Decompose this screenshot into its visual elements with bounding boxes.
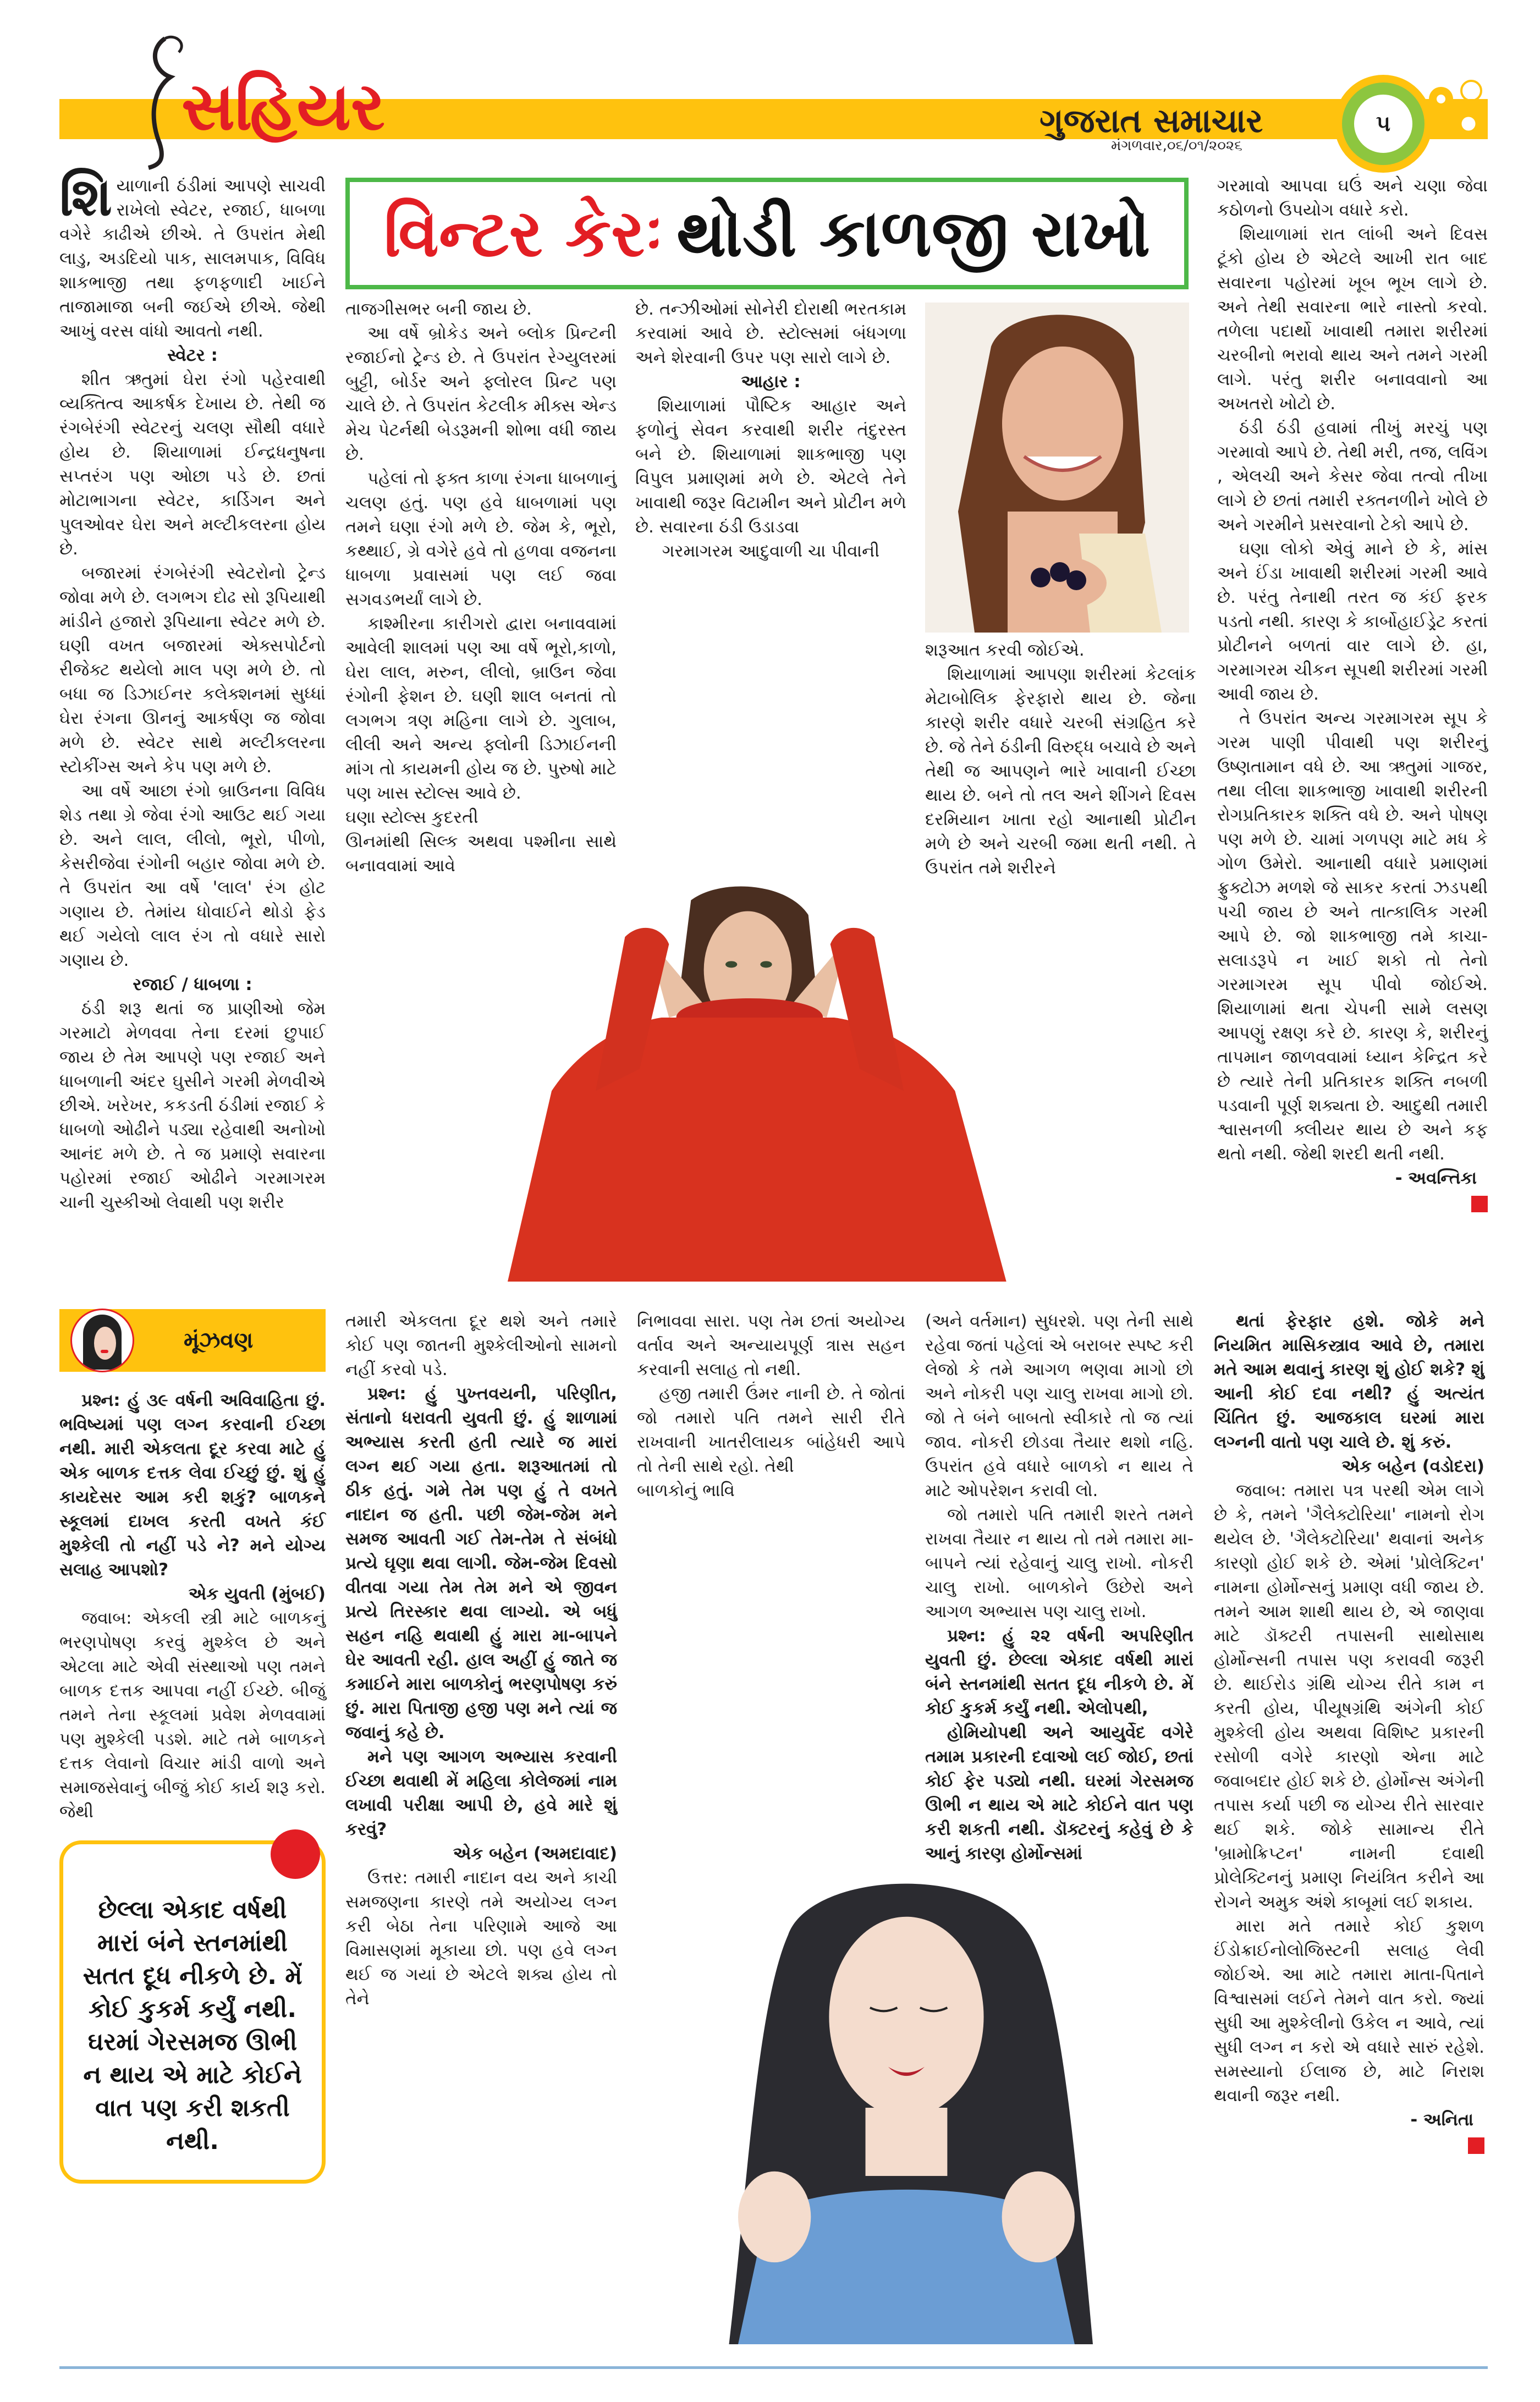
photo-woman-red-sweater — [345, 886, 1187, 1282]
advice-column-1 — [59, 1388, 326, 1824]
paragraph: પ્રશ્ન: હું પુખ્તવયની, પરિણીત, સંતાનો ધરાવતી યુવતી છું. હું શાળામાં અભ્યાસ કરતી હતી ત્યારે જ મારાં લગ્ન થઈ ગયા હતા. શરૂઆતમાં તો ઠીક હતું. ગમે તેમ પણ હું તે વખતે નાદાન જ હતી. પછી જેમ-જેમ મને સમજ આવતી ગઈ તેમ-તેમ તે સંબંધો પ્રત્યે ઘૃણા થવા લાગી. જેમ-જેમ દિવસો વીતવા ગયા તેમ તેમ મને એ જીવન પ્રત્યે તિરસ્કાર થવા લાગ્યો. એ બધું સહન નહિ થવાથી હું મારા મા-બાપને ઘેર આવતી રહી. હાલ અહીં હું જાતે જ કમાઈને મારા બાળકોનું ભરણપોષણ કરું છું. મારા પિતાજી હજી પણ મને ત્યાં જ જવાનું કહે છે. — [345, 1384, 617, 1743]
paragraph: જવાબ: એકલી સ્ત્રી માટે બાળકનું ભરણપોષણ કરવું મુશ્કેલ છે અને એટલા માટે એવી સંસ્થાઓ પણ તમને બાળક દત્તક આપવા નહીં ઈચ્છે. બીજું તમને તેના સ્કૂલમાં પ્રવેશ મેળવવામાં પણ મુશ્કેલી પડશે. માટે તમે બાળકને દત્તક લેવાનો વિચાર માંડી વાળો અને સમાજસેવાનું બીજું કોઈ કાર્ય શરૂ કરો. જેથી — [59, 1608, 326, 1822]
paragraph: હજી તમારી ઉંમર નાની છે. તે જોતાં જો તમારો પતિ તમને સારી રીતે રાખવાની ખાતરીલાયક બાંહેધરી આપે તો તેની સાથે રહો. તેથી — [637, 1384, 905, 1476]
advice-end-marker — [1468, 2137, 1484, 2154]
article-column-5 — [1217, 174, 1488, 1212]
advice-column-5 — [1214, 1309, 1484, 2154]
paragraph-list — [345, 297, 617, 805]
article-column-4 — [925, 297, 1196, 880]
illustration-woman-eyes-closed — [637, 1871, 1194, 2344]
advice-section — [59, 1309, 1488, 2350]
pull-quote-wrap — [59, 1840, 326, 2184]
paragraph: તે ઉપરાંત અન્ય ગરમાગરમ સૂપ કે ગરમ પાણી પીવાથી પણ શરીરનું ઉષ્ણતામાન વધે છે. આ ઋતુમાં ગાજર, તથા લીલા શાકભાજી ખાવાથી શરીરની રોગપ્રતિકારક શક્તિ વધે છે. અને પોષણ પણ મળે છે. ચામાં ગળપણ માટે મધ કે ગોળ ઉમેરો. આનાથી વધારે પ્રમાણમાં ફ્રુક્ટોઝ મળશે જે સાકર કરતાં ઝડપથી પચી જાય છે અને તાત્કાલિક ગરમી આપે છે. જો શાકભાજી તમે કાચા-સલાડરૂપે ન ખાઈ શકો તો તેનો ગરમાગરમ સૂપ પીવો જોઈએ. શિયાળામાં થતા ચેપની સામે લસણ આપણું રક્ષણ કરે છે. કારણ કે, શરીરનું તાપમાન જાળવવામાં ધ્યાન કેન્દ્રિત કરે છે ત્યારે તેની પ્રતિકારક શક્તિ નબળી પડવાની પૂર્ણ શક્યતા છે. આદુથી તમારી શ્વાસનળી ક્લીયર થાય છે અને કફ થતો નથી. જેથી શરદી થતી નથી. — [1217, 708, 1488, 1164]
paragraph: આ વર્ષે આછા રંગો બ્રાઉનના વિવિધ શેડ તથા ગ્રે જેવા રંગો આઉટ થઈ ગયા છે. અને લાલ, લીલો, ભૂરો, પીળો, કેસરીજેવા રંગોની બહાર જોવા મળે છે. તે ઉપરાંત આ વર્ષે 'લાલ' રંગ હોટ ગણાય છે. તેમાંય ધોવાઈને થોડો ફેડ થઈ ગયેલો લાલ રંગ તો વધારે સારો ગણાય છે. — [59, 781, 326, 970]
byline: - અનિતા — [1410, 2110, 1473, 2130]
paragraph-list — [637, 1309, 905, 1478]
byline: - અવન્તિકા — [1395, 1168, 1477, 1188]
subheading: સ્વેટર : — [167, 345, 218, 365]
pull-quote: છેલ્લા એકાદ વર્ષથી મારાં બંને સ્તનમાંથી સતત દૂધ નીકળે છે. મેં કોઈ કુકર્મ કર્યું નથી. ઘરમાં ગેરસમજ ઊભી ન થાય એ માટે કોઈને વાત પણ કરી શકતી નથી. — [59, 1840, 326, 2184]
advice-section-label: મૂંઝવણ — [184, 1328, 254, 1353]
masthead: ગુજરાત સમાચાર — [1040, 102, 1263, 140]
paragraph-list — [1217, 174, 1488, 1190]
paragraph-list — [635, 297, 906, 539]
paragraph: મને પણ આગળ અભ્યાસ કરવાની ઈચ્છા થવાથી મેં મહિલા કોલેજમાં નામ લખાવી પરીક્ષા આપી છે, હવે મારે શું કરવું? — [345, 1747, 617, 1839]
letter-signoff: એક યુવતી (મુંબઈ) — [188, 1584, 326, 1604]
page-bottom-rule — [59, 2366, 1488, 2369]
drop-cap: શિ — [59, 166, 112, 228]
article-column-3 — [635, 297, 906, 563]
paragraph: પ્રશ્ન: હું ૨૨ વર્ષની અપરિણીત યુવતી છું. છેલ્લા એકાદ વર્ષથી મારાં બંને સ્તનમાંથી સતત દૂધ નીકળે છે. મેં કોઈ કુકર્મ કર્યું નથી. એલોપથી, — [925, 1626, 1194, 1718]
paragraph-list — [345, 829, 617, 878]
paragraph-list — [925, 1309, 1194, 1721]
paragraph-list — [637, 1478, 905, 1503]
paragraph: ગરમાવો આપવા ઘઉં અને ચણા જેવા કઠોળનો ઉપયોગ વધારે કરો. — [1217, 176, 1488, 220]
paragraph-list — [635, 539, 906, 563]
advice-column-2 — [345, 1309, 617, 2011]
title-main: થોડી કાળજી રાખો — [676, 195, 1151, 271]
paragraph: ઊનમાંથી સિલ્ક અથવા પશ્મીના સાથે બનાવવામાં આવે — [345, 832, 617, 876]
section-logo: સહિયર — [182, 69, 385, 145]
paragraph: પ્રશ્ન: હું ૩૯ વર્ષની અવિવાહિતા છું. ભવિષ્યમાં પણ લગ્ન કરવાની ઈચ્છા નથી. મારી એકલતા દૂર કરવા માટે હું એક બાળક દત્તક લેવા ઈચ્છું છું. શું હું કાયદેસર આમ કરી શકું? બાળકને સ્કૂલમાં દાખલ કરતી વખતે કંઈ મુશ્કેલી તો નહીં પડે ને? મને યોગ્ય સલાહ આપશો? — [59, 1390, 326, 1580]
paragraph-list — [345, 1309, 617, 1842]
paragraph-list — [345, 805, 617, 829]
paragraph: જો તમારો પતિ તમારી શરતે તમને રાખવા તૈયાર ન થાય તો તમે તમારા મા-બાપને ત્યાં રહેવાનું ચાલુ રાખો. નોકરી ચાલુ રાખો. બાળકોને ઉછેરો અને આગળ અભ્યાસ પણ ચાલુ રાખો. — [925, 1505, 1194, 1622]
paragraph: શિયાળામાં આપણા શરીરમાં કેટલાંક મેટાબોલિક ફેરફારો થાય છે. જેના કારણે શરીર વધારે ચરબી સંગ્રહિત કરે છે. જે તેને ઠંડીની વિરુદ્ધ બચાવે છે અને તેથી જ આપણને ભારે ખાવાની ઈચ્છા થાય છે. બને તો તલ અને શીંગને દિવસ દરમિયાન ખાતા રહો આનાથી પ્રોટીન મળે છે અને ચરબી જમા થતી નથી. તે ઉપરાંત તમે શરીરને — [925, 664, 1196, 878]
paragraph-list — [345, 1842, 617, 2011]
article-title — [345, 178, 1189, 289]
paragraph: હોમિયોપથી અને આયુર્વેદ વગેરે તમામ પ્રકારની દવાઓ લઈ જોઈ, છતાં કોઈ ફેર પડ્યો નથી. ઘરમાં ગેરસમજ ઊભી ન થાય એ માટે કોઈને વાત પણ કરી શકતી નથી. ડૉક્ટરનું કહેવું છે કે આનું કારણ હોર્મોન્સમાં — [925, 1723, 1194, 1864]
paragraph: પહેલાં તો ફક્ત કાળા રંગના ધાબળાનું ચલણ હતું. પણ હવે ધાબળામાં પણ તમને ઘણા રંગો મળે છે. જેમ કે, ભૂરો, કથ્થાઈ, ગ્રે વગેરે હવે તો હળવા વજનના ધાબળા પ્રવાસમાં પણ લઈ જવા સગવડભર્યાં લાગે છે. — [345, 469, 617, 609]
advice-column-3 — [637, 1309, 905, 1503]
paragraph: નિભાવવા સારા. પણ તેમ છતાં અયોગ્ય વર્તાવ અને અન્યાયપૂર્ણ ત્રાસ સહન કરવાની સલાહ તો નથી. — [637, 1311, 905, 1379]
paragraph: ગરમાગરમ આદુવાળી ચા પીવાની — [662, 541, 880, 561]
article-middle-columns — [345, 297, 1197, 880]
paragraph: (અને વર્તમાન) સુધરશે. પણ તેની સાથે રહેવા જતાં પહેલાં એ બરાબર સ્પષ્ટ કરી લેજો કે તમે આગળ ભણવા માગો છો અને નોકરી પણ ચાલુ રાખવા માગો છો. જો તે બંને બાબતો સ્વીકારે તો જ ત્યાં જાવ. નોકરી છોડવા તૈયાર થશો નહિ. ઉપરાંત હવે વધારે બાળકો ન થાય તે માટે ઓપરેશન કરાવી લો. — [925, 1311, 1194, 1500]
paragraph: શિયાળામાં પૌષ્ટિક આહાર અને ફળોનું સેવન કરવાથી શરીર તંદુરસ્ત બને છે. શિયાળામાં શાકભાજી પણ વિપુલ પ્રમાણમાં મળે છે. એટલે તેને ખાવાથી જરૂર વિટામીન અને પ્રોટીન મળે છે. સવારના ઠંડી ઉડાડવા — [635, 396, 906, 537]
paragraph-list — [925, 638, 1196, 662]
paragraph: શરૂઆત કરવી જોઈએ. — [925, 640, 1085, 660]
paragraph: ઘણા સ્ટોલ્સ કુદરતી — [345, 807, 479, 827]
photo-woman-eating-berries — [925, 303, 1189, 633]
advice-column-1-wrap — [59, 1309, 326, 2184]
paragraph: આ વર્ષે બ્રોકેડ અને બ્લોક પ્રિન્ટની રજાઈનો ટ્રેન્ડ છે. તે ઉપરાંત રેગ્યુલરમાં બુટ્ટી, બોર્ડર અને ફ્લોરલ પ્રિન્ટ પણ ચાલે છે. તે ઉપરાંત કેટલીક મીક્સ એન્ડ મેચ પેટર્નથી બેડરૂમની શોભા વધી જાય છે. — [345, 323, 617, 464]
paragraph: તમારી એકલતા દૂર થશે અને તમારે કોઈ પણ જાતની મુશ્કેલીઓનો સામનો નહીં કરવો પડે. — [345, 1311, 617, 1379]
subheading: આહાર : — [741, 372, 801, 392]
paragraph: ઠંડી ઠંડી હવામાં તીખું મરચું પણ ગરમાવો આપે છે. તેથી મરી, તજ, લવિંગ , એલચી અને કેસર જેવા તત્વો તીખા લાગે છે છતાં તમારી રક્તનળીને ખોલે છે અને ગરમીને પ્રસરવાનો ટેકો આપે છે. — [1217, 418, 1488, 535]
letter-signoff: એક બહેન (અમદાવાદ) — [453, 1844, 617, 1864]
article-column-1 — [59, 166, 326, 1214]
advice-columns-3-4 — [637, 1309, 1194, 2350]
paragraph-list — [925, 1721, 1194, 1866]
title-highlight: વિન્ટર કેરઃ — [383, 195, 663, 271]
article-column-2 — [345, 297, 617, 878]
advice-section-header — [59, 1309, 326, 1372]
paragraph: ઉત્તર: તમારી નાદાન વય અને કાચી સમજણના કારણે તમે અયોગ્ય લગ્ન કરી બેઠા તેના પરિણામે આજે આ વિમાસણમાં મૂકાયા છો. પણ હવે લગ્ન થઈ જ ગયાં છે એટલે શક્ય હોય તો તેને — [345, 1868, 617, 2009]
paragraph: બાળકોનું ભાવિ — [637, 1481, 735, 1500]
issue-date: મંગળવાર,૦૬/૦૧/૨૦૨૬ — [1111, 138, 1242, 154]
page-number: ૫ — [1342, 83, 1425, 165]
paragraph: યાળાની ઠંડીમાં આપણે સાચવી રાખેલો સ્વેટર, રજાઈ, ધાબળા વગેરે કાઢીએ છીએ. તે ઉપરાંત મેથી લાડુ, અડદિયો પાક, સાલમપાક, વિવિધ શાકભાજી તથા ફળફળાદી ખાઈને તાજામાજા બની જઈએ છીએ. જેથી આખું વરસ વાંધો આવતો નથી. — [59, 176, 326, 341]
paragraph: કાશ્મીરના કારીગરો દ્વારા બનાવવામાં આવેલી શાલમાં પણ આ વર્ષે ભૂરો,કાળો, ઘેરા લાલ, મરુન, લીલો, બ્રાઉન જેવા રંગોની ફેશન છે. ઘણી શાલ બનતાં તો લગભગ ત્રણ મહિના લાગે છે. ગુલાબ, લીલી અને અન્ય ફ્લોની ડિઝાઈનની માંગ તો કાયમની હોય જ છે. પુરુષો માટે પણ ખાસ સ્ટોલ્સ આવે છે. — [345, 614, 617, 803]
letter-signoff: એક બહેન (વડોદરા) — [1341, 1456, 1484, 1476]
paragraph: ઘણા લોકો એવું માને છે કે, માંસ અને ઈંડા ખાવાથી શરીરમાં ગરમી આવે છે. પરંતુ તેનાથી તરત જ કંઈ ફરક પડતો નથી. કારણ કે કાર્બોહાઈડ્રેટ કરતાં પ્રોટીનને બળતાં વાર લાગે છે. હા, ગરમાગરમ ચીકન સૂપથી શરીરમાં ગરમી આવી જાય છે. — [1217, 539, 1488, 704]
paragraph: શિયાળામાં રાત લાંબી અને દિવસ ટૂંકો હોય છે એટલે આખી રાત બાદ સવારના પહોરમાં ખૂબ ભૂખ લાગે છે. અને તેથી સવારના ભારે નાસ્તો કરવો. તળેલા પદાર્થો ખાવાથી તમારા શરીરમાં ચરબીનો ભરાવો થાય અને તમને ગરમી લાગે. પરંતુ શરીર બનાવવાનો આ અખતરો ખોટો છે. — [1217, 224, 1488, 414]
page-header — [0, 0, 1540, 174]
flower-decoration-icon — [1425, 77, 1491, 138]
woman-face-icon — [70, 1309, 134, 1372]
paragraph: બજારમાં રંગબેરંગી સ્વેટરોનો ટ્રેન્ડ જોવા મળે છે. લગભગ દોઢ સો રૂપિયાથી માંડીને હજારો રૂપિયાના સ્વેટર મળે છે. ઘણી વખત બજારમાં એક્સપોર્ટનો રીજેક્ટ થયેલો માલ પણ મળે છે. તો બધા જ ડિઝાઈનર કલેક્શનમાં સુધ્ધાં ઘેરા રંગના ઊનનું આકર્ષણ જ જોવા મળે છે. સ્વેટર સાથે મલ્ટીકલરના સ્ટોકીંગ્સ અને કેપ પણ મળે છે. — [59, 563, 326, 777]
advice-column-4 — [925, 1309, 1194, 1866]
paragraph-list — [59, 166, 326, 1214]
paragraph: શીત ઋતુમાં ઘેરા રંગો પહેરવાથી વ્યક્તિત્વ આકર્ષક દેખાય છે. તેથી જ રંગબેરંગી સ્વેટરનું ચલણ સૌથી વધારે હોય છે. શિયાળામાં ઈન્દ્રધનુષના સપ્તરંગ પણ ઓછા પડે છે. છતાં મોટાભાગના સ્વેટર, કાર્ડિગન અને પુલઓવર ઘેરા અને મલ્ટીકલરના હોય છે. — [59, 370, 326, 559]
paragraph: જવાબ: તમારા પત્ર પરથી એમ લાગે છે કે, તમને 'ગૈલેક્ટોરિયા' નામનો રોગ થયેલ છે. 'ગૈલેક્ટોરિયા' થવાનાં અનેક કારણો હોઈ શકે છે. એમાં 'પ્રોલેક્ટિન' નામના હોર્મોન્સનું પ્રમાણ વધી જાય છે. તમને આમ શાથી થાય છે, એ જાણવા માટે ડૉક્ટરી તપાસની સાથોસાથ હોર્મોન્સની તપાસ પણ કરાવવી જરૂરી છે. થાઈરોડ ગ્રંથિ યોગ્ય રીતે કામ ન કરતી હોય, પીયૂષગ્રંથિ અંગેની કોઈ મુશ્કેલી હોય અથવા વિશિષ્ટ પ્રકારની રસોળી વગેરે કારણો એના માટે જવાબદાર હોઈ શકે છે. હોર્મોન્સ અંગેની તપાસ કર્યા પછી જ યોગ્ય રીતે સારવાર થઈ શકે. જોકે સામાન્ય રીતે 'બ્રામોક્રિપ્ટન' નામની દવાથી પ્રોલેક્ટિનનું પ્રમાણ નિયંત્રિત કરીને આ રોગને અમુક અંશે કાબૂમાં લઈ શકાય. — [1214, 1481, 1484, 1912]
subheading: રજાઈ / ધાબળા : — [133, 975, 252, 994]
paragraph: છે. તન્ઝીઓમાં સોનેરી દોરાથી ભરતકામ કરવામાં આવે છે. સ્ટોલ્સમાં બંધગળા અને શેરવાની ઉપર પણ સારો લાગે છે. — [635, 299, 906, 367]
paragraph-list — [59, 1388, 326, 1824]
speech-bubble-icon — [271, 1829, 320, 1879]
article-middle — [345, 174, 1197, 1287]
paragraph-list — [925, 662, 1196, 880]
article-end-marker — [1471, 1196, 1488, 1212]
paragraph: થતાં ફેરફાર હશે. જોકે મને નિયમિત માસિકસ્ત્રાવ આવે છે, તમારા મતે આમ થવાનું કારણ શું હોઈ શકે? શું આની કોઈ દવા નથી? હું અત્યંત ચિંતિત છું. આજકાલ ઘરમાં મારા લગ્નની વાતો પણ ચાલે છે. શું કરું. — [1214, 1311, 1484, 1452]
paragraph: તાજગીસભર બની જાય છે. — [345, 299, 532, 319]
paragraph: મારા મતે તમારે કોઈ કુશળ ઈંડોક્રાઈનોલોજિસ્ટની સલાહ લેવી જોઈએ. આ માટે તમારા માતા-પિતાને વિશ્વાસમાં લઈને તેમને વાત કરો. જ્યાં સુધી આ મુશ્કેલીનો ઉકેલ ન આવે, ત્યાં સુધી લગ્ન ન કરો એ વધારે સારું રહેશે. સમસ્યાનો ઈલાજ છે, માટે નિરાશ થવાની જરૂર નથી. — [1214, 1916, 1484, 2106]
paragraph: ઠંડી શરૂ થતાં જ પ્રાણીઓ જેમ ગરમાટો મેળવવા તેના દરમાં છુપાઈ જાય છે તેમ આપણે પણ રજાઈ અને ધાબળાની અંદર ઘુસીને ગરમી મેળવીએ છીએ. ખરેખર, કકડતી ઠંડીમાં રજાઈ કે ધાબળો ઓઢીને પડ્યા રહેવાથી અનોખો આનંદ મળે છે. તે જ પ્રમાણે સવારના પહોરમાં રજાઈ ઓઢીને ગરમાગરમ ચાની ચુસ્કીઓ લેવાથી પણ શરીર — [59, 999, 326, 1212]
paragraph-list — [1214, 1309, 1484, 2132]
article — [59, 166, 1488, 1287]
